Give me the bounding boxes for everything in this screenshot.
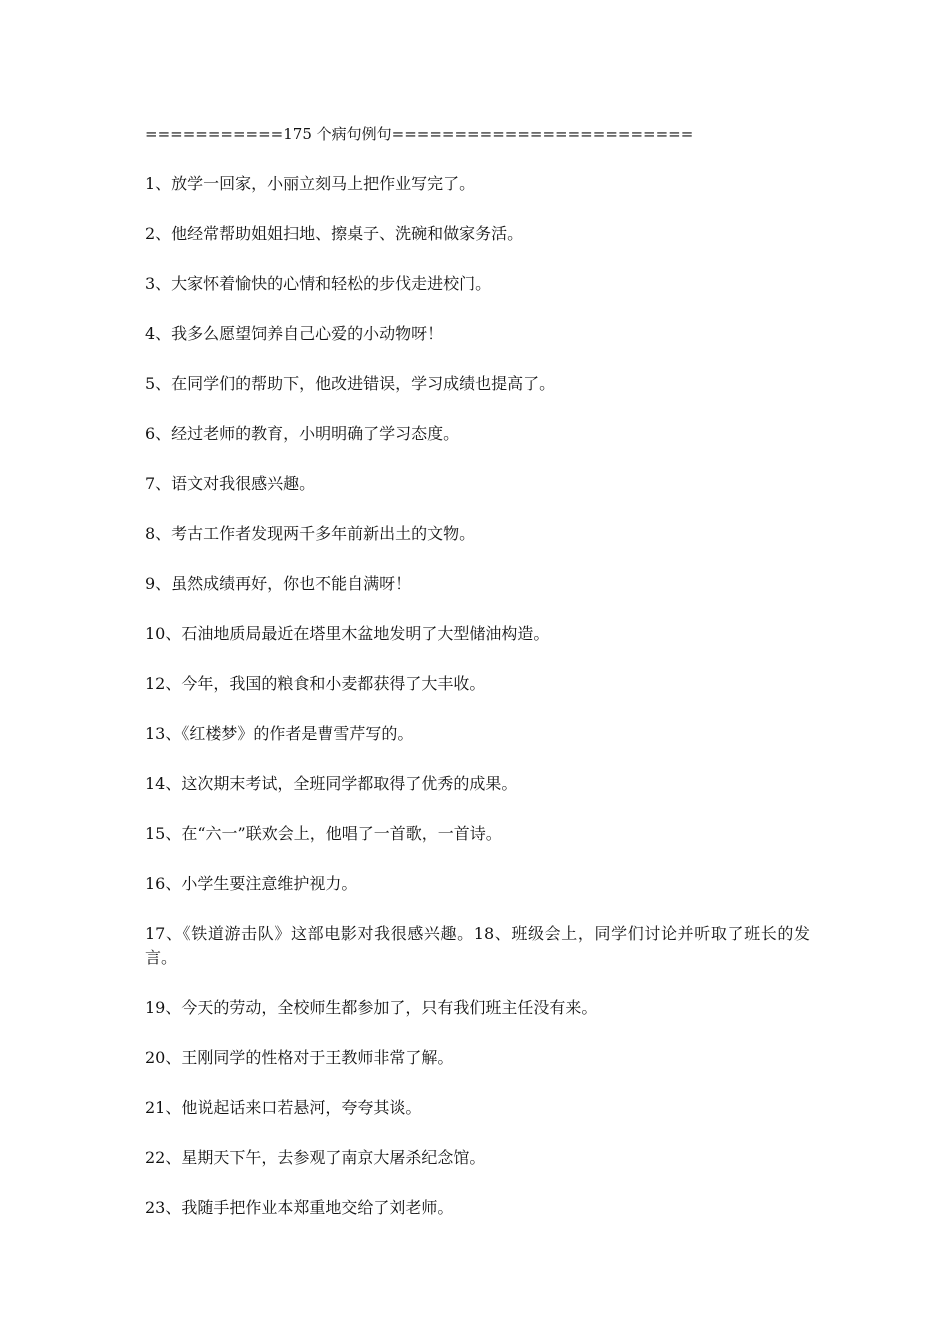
list-item: 15、在“六一”联欢会上，他唱了一首歌，一首诗。 <box>145 824 502 843</box>
list-item: 5、在同学们的帮助下，他改进错误，学习成绩也提高了。 <box>145 374 556 393</box>
list-item: 12、今年，我国的粮食和小麦都获得了大丰收。 <box>145 674 486 693</box>
document-heading: ===========175 个病句例句======================== <box>145 125 694 143</box>
document-body <box>145 124 810 1248</box>
list-item: 10、石油地质局最近在塔里木盆地发明了大型储油构造。 <box>145 624 550 643</box>
list-item: 14、这次期末考试，全班同学都取得了优秀的成果。 <box>145 774 518 793</box>
sentence-list <box>145 174 810 1218</box>
list-item: 23、我随手把作业本郑重地交给了刘老师。 <box>145 1198 454 1217</box>
list-item: 1、放学一回家，小丽立刻马上把作业写完了。 <box>145 174 476 193</box>
list-item: 13、《红楼梦》的作者是曹雪芹写的。 <box>145 724 414 743</box>
list-item: 6、经过老师的教育，小明明确了学习态度。 <box>145 424 460 443</box>
list-item: 4、我多么愿望饲养自己心爱的小动物呀！ <box>145 324 444 343</box>
list-item: 22、星期天下午，去参观了南京大屠杀纪念馆。 <box>145 1148 486 1167</box>
list-item: 8、考古工作者发现两千多年前新出土的文物。 <box>145 524 476 543</box>
list-item: 7、语文对我很感兴趣。 <box>145 474 316 493</box>
list-item: 21、他说起话来口若悬河，夸夸其谈。 <box>145 1098 422 1117</box>
list-item: 20、王刚同学的性格对于王教师非常了解。 <box>145 1048 454 1067</box>
list-item: 3、大家怀着愉快的心情和轻松的步伐走进校门。 <box>145 274 492 293</box>
list-item: 9、虽然成绩再好，你也不能自满呀！ <box>145 574 412 593</box>
list-item: 17、《铁道游击队》这部电影对我很感兴趣。18、班级会上，同学们讨论并听取了班长的发言。 <box>145 924 810 967</box>
list-item: 19、今天的劳动，全校师生都参加了，只有我们班主任没有来。 <box>145 998 598 1017</box>
list-item: 2、他经常帮助姐姐扫地、擦桌子、洗碗和做家务活。 <box>145 224 524 243</box>
list-item: 16、小学生要注意维护视力。 <box>145 874 358 893</box>
